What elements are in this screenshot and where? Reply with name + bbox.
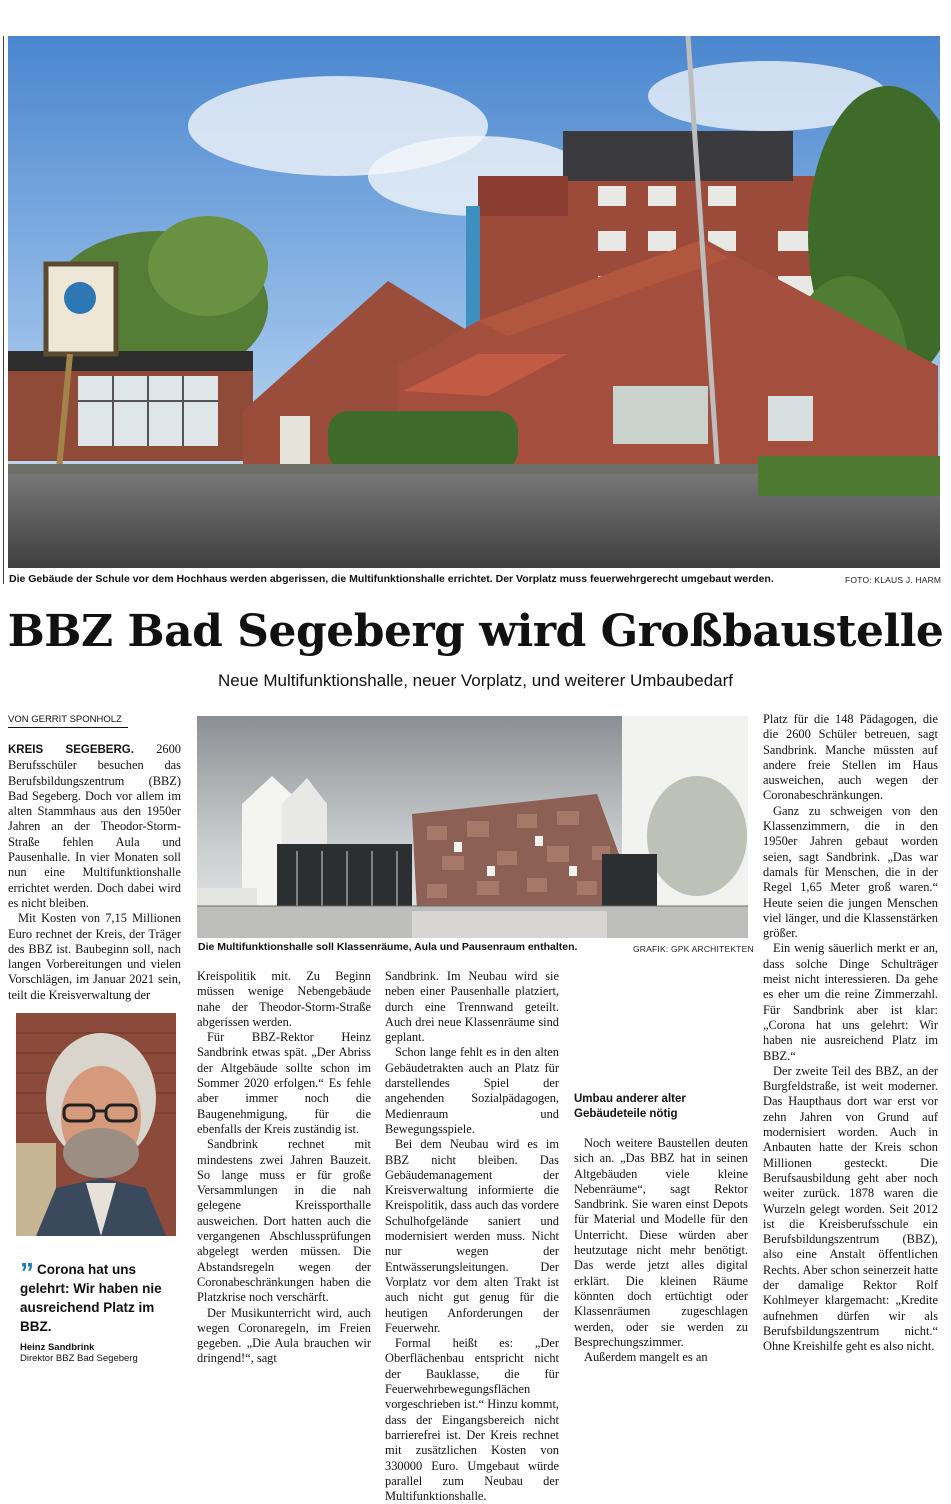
- section-subheading: Umbau anderer alter Gebäudeteile nötig: [574, 1093, 686, 1120]
- paragraph: Der Musikunterricht wird, auch wegen Coronaregeln, im Freien gegeben. „Die Aula brauchen wir dringend!“, sagt: [197, 1305, 371, 1366]
- paragraph: Außerdem mangelt es an: [584, 1350, 708, 1365]
- paragraph: Schon lange fehlt es in den alten Gebäudetrakten auch an Platz für darstellendes Spiel der angehenden Sozialpädagogen, Medienraum und Bewegungsspiele.: [385, 1045, 559, 1136]
- pull-quote: [20, 1257, 185, 1364]
- quote-mark-icon: ”: [20, 1257, 34, 1288]
- subheadline: Neue Multifunktionshalle, neuer Vorplatz, und weiterer Umbaubedarf: [217, 671, 733, 690]
- paragraph: Der zweite Teil des BBZ, an der Burgfeldstraße, ist weit moderner. Das Haupthaus dort war erst vor zehn Jahren von Grund auf modernisiert worden. Auch in Anbauten hatte der Kreis schon Millionen gesteckt. Die Berufsausbildung geht aber noch weiter zurück. 1878 waren die Wurzeln gelegt worden. Seit 2012 ist die Kreisberufsschule ein Berufsbildungszentrum (BBZ), also eine Anstalt öffentlichen Rechts. Aber schon seinerzeit hatte der damalige Rektor Rolf Kohlmeyer klargemacht: „Kredite aufnehmen dürfen wir als Berufsbildungszentrum nicht.“ Ohne Kreishilfe geht es also nicht.: [763, 1063, 938, 1354]
- paragraph: Bei dem Neubau wird es im BBZ nicht bleiben. Das Gebäudemanagement der Kreisverwaltung informierte die Kreispolitik, dass auch das vordere Schulhofgelände saniert und modernisiert werden muss. Nicht nur wegen der Entwässerungsleitungen. Der Vorplatz vor dem alten Trakt ist auch nicht gut genug für die heutigen Anforderungen der Feuerwehr.: [385, 1137, 559, 1335]
- article-column-4: [574, 1092, 748, 1365]
- paragraph: Formal heißt es: „Der Oberflächenbau entspricht nicht der Bauklasse, die für Feuerwehrbewegungsflächen vorgeschrieben ist.“ Hinzu kommt, dass der Eingangsbereich nicht barrierefrei ist. Der Kreis rechnet mit zusätzlichen Kosten von 330000 Euro. Umgebaut würde parallel zum Neubau der Multifunktionshalle.: [385, 1336, 559, 1504]
- photo-credit: FOTO: KLAUS J. HARM: [845, 575, 942, 585]
- byline: VON GERRIT SPONHOLZ: [8, 714, 128, 728]
- quote-author: Heinz Sandbrink: [20, 1342, 95, 1353]
- architecture-rendering: [197, 716, 748, 938]
- article-column-2: [197, 969, 371, 1367]
- left-rule: [3, 36, 4, 584]
- article-column-1: [8, 742, 181, 1003]
- quote-author-role: Direktor BBZ Bad Segeberg: [20, 1353, 138, 1364]
- paragraph: Noch weitere Baustellen deuten sich an. „Das BBZ hat in seinen Altgebäuden viele kleine Nebenräume“, sagt Rektor Sandbrink. Sie waren einst Depots für Material und Modelle für den Unterricht. Diese würden aber heutzutage nicht mehr benötigt. Das werde jetzt alles digital erklärt. Die kleinen Räume könnten doch ertüchtigt oder Klassenräumen zugeschlagen werden, oder sie werden zu Besprechungszimmer.: [574, 1136, 748, 1349]
- article-column-5: [763, 712, 938, 1354]
- paragraph: Für BBZ-Rektor Heinz Sandbrink etwas spät. „Der Abriss der Altgebäude sollte schon im Sommer 2020 erfolgen.“ Es fehle aber immer noch die Baugenehmigung, für die ebenfalls der Kreis zuständig ist.: [197, 1030, 371, 1136]
- headline: BBZ Bad Segeberg wird Großbaustelle: [7, 606, 944, 657]
- paragraph: Platz für die 148 Pädagogen, die die 2600 Schüler betreuen, sagt Sandbrink. Manche müssten auf andere freie Stellen im Haus ausweichen, auch wegen der Coronabeschränkungen.: [763, 712, 938, 803]
- paragraph: Ganz zu schweigen von den Klassenzimmern, die in den 1950er Jahren gebaut worden seien, sagt Sandbrink. „Das war damals für Menschen, die in der Regel 1,65 Meter groß waren.“ Heute seien die jungen Menschen viel länger, und die Klassenstärken größer.: [763, 803, 938, 941]
- paragraph: Sandbrink rechnet mit mindestens zwei Jahren Bauzeit. So lange muss er für große Versammlungen in die nah gelegene Kreissporthalle ausweichen. Dort hatten auch die vergangenen Abschlussprüfungen abgelegt werden müssen. Die Abstandsregeln wegen der Coronabeschränkungen haben die Platzkrise noch verschärft.: [197, 1137, 371, 1305]
- paragraph: Kreispolitik mit. Zu Beginn müssen wenige Nebengebäude nahe der Theodor-Storm-Straße abgerissen werden.: [197, 969, 371, 1029]
- paragraph: Ein wenig säuerlich merkt er an, dass solche Dinge Schulträger meist nicht interessieren. Da gehe es eher um die reine Zimmerzahl. Für Sandbrink aber ist klar: „Corona hat uns gelehrt: Wir haben nie ausreichend Platz im BBZ.“: [763, 941, 938, 1063]
- paragraph: Sandbrink. Im Neubau wird sie neben einer Pausenhalle platziert, durch eine Trennwand geteilt. Auch drei neue Klassenräume sind geplant.: [385, 969, 559, 1045]
- rendering-caption: Die Multifunktionshalle soll Klassenräume, Aula und Pausenraum enthalten.: [198, 941, 578, 953]
- article-column-3: [385, 969, 559, 1504]
- quote-text: Corona hat uns gelehrt: Wir haben nie ausreichend Platz im BBZ.: [20, 1262, 162, 1334]
- paragraph: 2600 Berufsschüler besuchen das Berufsbildungszentrum (BBZ) Bad Segeberg. Doch vor allem im alten Stammhaus aus den 1950er Jahren an der Theodor-Storm-Straße fehlen Aula und Pausenhalle. In vier Monaten soll nun eine Multifunktionshalle errichtet werden. Doch dabei wird es nicht bleiben.: [8, 742, 181, 910]
- dateline: KREIS SEGEBERG.: [8, 744, 134, 756]
- paragraph: Mit Kosten von 7,15 Millionen Euro rechnet der Kreis, der Träger des BBZ ist. Baubeginn soll, nach langen Vorbereitungen und vielen Vorschlägen, im Januar 2021 sein, teilt die Kreisverwaltung der: [8, 911, 181, 1002]
- rendering-credit: GRAFIK: GPK ARCHITEKTEN: [633, 944, 754, 954]
- school-photo: [8, 36, 940, 568]
- portrait-photo: [16, 1013, 176, 1236]
- photo-caption: Die Gebäude der Schule vor dem Hochhaus werden abgerissen, die Multifunktionshalle errichtet. Der Vorplatz muss feuerwehrgerecht umgebaut werden.: [9, 573, 774, 585]
